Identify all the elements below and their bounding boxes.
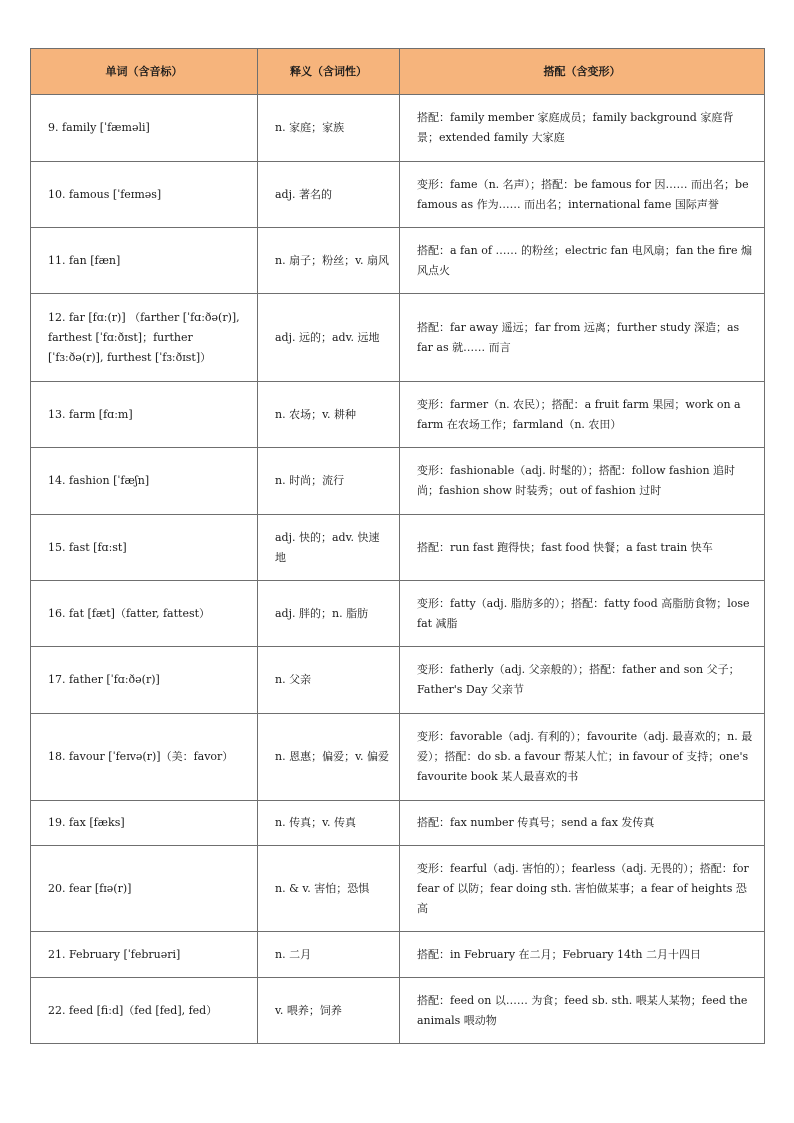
header-collocation: 搭配（含变形） [400,49,765,95]
collocation-cell: 搭配：in February 在二月；February 14th 二月十四日 [400,932,765,978]
meaning-cell: n. 扇子；粉丝；v. 扇风 [258,228,400,294]
table-row [31,581,765,647]
collocation-cell: 变形：fearful（adj. 害怕的）；fearless（adj. 无畏的）；搭配：for fear of 以防；fear doing sth. 害怕做某事；a fear of heights 恐高 [400,846,765,932]
word-cell: 21. February [ˈfebruəri] [31,932,258,978]
meaning-cell: n. 传真；v. 传真 [258,801,400,846]
meaning-cell: adj. 著名的 [258,162,400,228]
word-cell: 19. fax [fæks] [31,801,258,846]
collocation-cell: 变形：fatty（adj. 脂肪多的）；搭配：fatty food 高脂肪食物；lose fat 减脂 [400,581,765,647]
meaning-cell: n. & v. 害怕；恐惧 [258,846,400,932]
word-cell: 17. father [ˈfɑːðə(r)] [31,647,258,714]
meaning-cell: n. 家庭；家族 [258,95,400,162]
meaning-cell: n. 农场；v. 耕种 [258,382,400,448]
meaning-cell: adj. 远的；adv. 远地 [258,294,400,382]
table-row [31,932,765,978]
collocation-cell: 变形：farmer（n. 农民）；搭配：a fruit farm 果园；work on a farm 在农场工作；farmland（n. 农田） [400,382,765,448]
meaning-cell: n. 二月 [258,932,400,978]
table-row [31,801,765,846]
table-row [31,714,765,801]
collocation-cell: 搭配：feed on 以…… 为食；feed sb. sth. 喂某人某物；feed the animals 喂动物 [400,978,765,1044]
collocation-cell: 搭配：fax number 传真号；send a fax 发传真 [400,801,765,846]
table-row [31,162,765,228]
header-word: 单词（含音标） [31,49,258,95]
table-row [31,95,765,162]
table-row [31,228,765,294]
word-cell: 18. favour [ˈfeɪvə(r)]（美：favor） [31,714,258,801]
word-cell: 11. fan [fæn] [31,228,258,294]
collocation-cell: 变形：fashionable（adj. 时髦的）；搭配：follow fashion 追时尚；fashion show 时装秀；out of fashion 过时 [400,448,765,515]
word-cell: 14. fashion [ˈfæʃn] [31,448,258,515]
collocation-cell: 搭配：far away 遥远；far from 远离；further study 深造；as far as 就…… 而言 [400,294,765,382]
table-row [31,647,765,714]
collocation-cell: 搭配：a fan of …… 的粉丝；electric fan 电风扇；fan the fire 煽风点火 [400,228,765,294]
word-cell: 13. farm [fɑːm] [31,382,258,448]
word-cell: 9. family [ˈfæməli] [31,95,258,162]
meaning-cell: v. 喂养；饲养 [258,978,400,1044]
meaning-cell: n. 父亲 [258,647,400,714]
table-row [31,846,765,932]
word-cell: 22. feed [fiːd]（fed [fed], fed） [31,978,258,1044]
table-row [31,382,765,448]
meaning-cell: n. 恩惠；偏爱；v. 偏爱 [258,714,400,801]
vocabulary-table [30,48,765,1044]
header-meaning: 释义（含词性） [258,49,400,95]
word-cell: 10. famous [ˈfeɪməs] [31,162,258,228]
table-row [31,294,765,382]
header-row [31,49,765,95]
table-row [31,978,765,1044]
word-cell: 20. fear [fɪə(r)] [31,846,258,932]
collocation-cell: 搭配：family member 家庭成员；family background 家庭背景；extended family 大家庭 [400,95,765,162]
meaning-cell: adj. 胖的；n. 脂肪 [258,581,400,647]
meaning-cell: n. 时尚；流行 [258,448,400,515]
collocation-cell: 变形：fatherly（adj. 父亲般的）；搭配：father and son 父子；Father's Day 父亲节 [400,647,765,714]
table-row [31,515,765,581]
table-row [31,448,765,515]
word-cell: 12. far [fɑː(r)] （farther [ˈfɑːðə(r)], farthest [ˈfɑːðɪst]；further [ˈfɜːðə(r)], furthest [ˈfɜːðɪst]） [31,294,258,382]
collocation-cell: 变形：favorable（adj. 有利的）；favourite（adj. 最喜欢的；n. 最爱）；搭配：do sb. a favour 帮某人忙；in favour of 支持；one's favourite book 某人最喜欢的书 [400,714,765,801]
word-cell: 16. fat [fæt]（fatter, fattest） [31,581,258,647]
word-cell: 15. fast [fɑːst] [31,515,258,581]
meaning-cell: adj. 快的；adv. 快速地 [258,515,400,581]
collocation-cell: 搭配：run fast 跑得快；fast food 快餐；a fast train 快车 [400,515,765,581]
collocation-cell: 变形：fame（n. 名声）；搭配：be famous for 因…… 而出名；be famous as 作为…… 而出名；international fame 国际声誉 [400,162,765,228]
